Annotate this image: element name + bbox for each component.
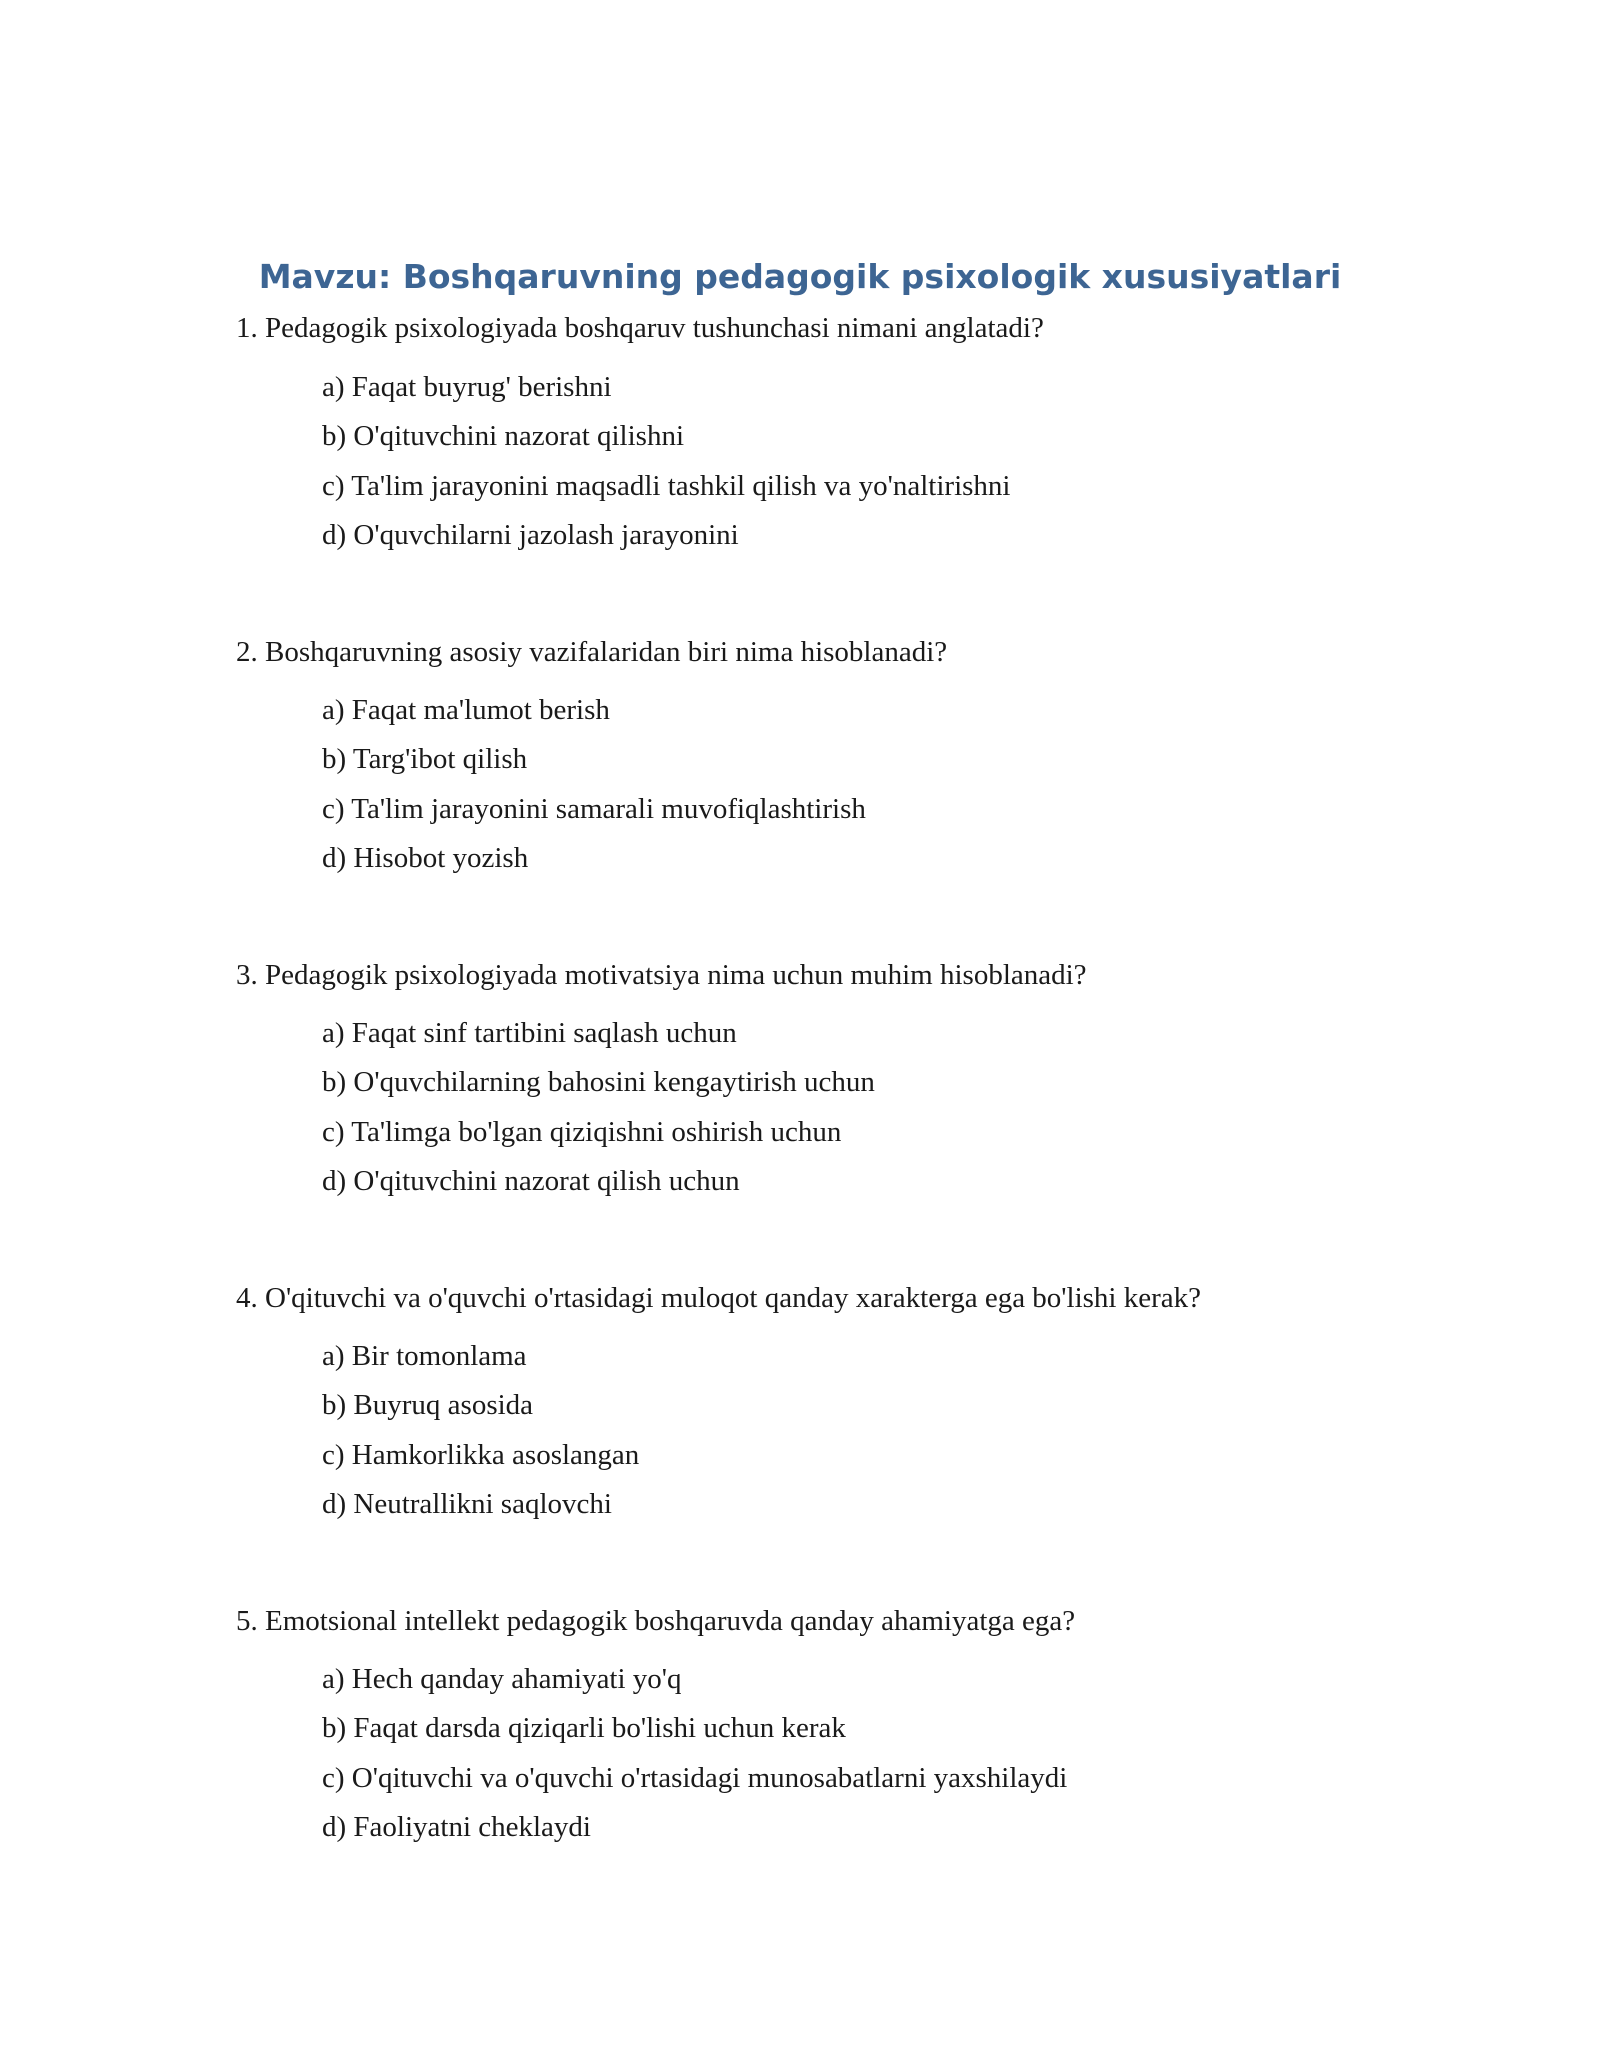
question-1-option-b: b) O'qituvchini nazorat qilishni — [322, 420, 685, 452]
question-2: 2. Boshqaruvning asosiy vazifalaridan biri nima hisoblanadi? — [236, 636, 948, 668]
question-5-option-b: b) Faqat darsda qiziqarli bo'lishi uchun kerak — [322, 1712, 846, 1744]
question-4-option-a: a) Bir tomonlama — [322, 1340, 527, 1372]
question-5-option-c: c) O'qituvchi va o'quvchi o'rtasidagi munosabatlarni yaxshilaydi — [322, 1762, 1068, 1794]
question-1: 1. Pedagogik psixologiyada boshqaruv tushunchasi nimani anglatadi? — [236, 312, 1044, 344]
question-5-option-d: d) Faoliyatni cheklaydi — [322, 1811, 591, 1843]
question-2-option-d: d) Hisobot yozish — [322, 842, 529, 874]
question-3-option-d: d) O'qituvchini nazorat qilish uchun — [322, 1165, 740, 1197]
question-5-option-a: a) Hech qanday ahamiyati yo'q — [322, 1663, 682, 1695]
question-4-option-b: b) Buyruq asosida — [322, 1389, 534, 1421]
question-3-option-c: c) Ta'limga bo'lgan qiziqishni oshirish uchun — [322, 1116, 842, 1148]
question-1-option-c: c) Ta'lim jarayonini maqsadli tashkil qilish va yo'naltirishni — [322, 470, 1011, 502]
question-1-option-d: d) O'quvchilarni jazolash jarayonini — [322, 519, 739, 551]
question-3-option-a: a) Faqat sinf tartibini saqlash uchun — [322, 1017, 737, 1049]
question-4-option-c: c) Hamkorlikka asoslangan — [322, 1439, 640, 1471]
question-4: 4. O'qituvchi va o'quvchi o'rtasidagi muloqot qanday xarakterga ega bo'lishi kerak? — [236, 1282, 1202, 1314]
question-3: 3. Pedagogik psixologiyada motivatsiya nima uchun muhim hisoblanadi? — [236, 959, 1087, 991]
question-3-option-b: b) O'quvchilarning bahosini kengaytirish uchun — [322, 1066, 875, 1098]
question-2-option-c: c) Ta'lim jarayonini samarali muvofiqlashtirish — [322, 793, 866, 825]
question-4-option-d: d) Neutrallikni saqlovchi — [322, 1488, 612, 1520]
question-1-option-a: a) Faqat buyrug' berishni — [322, 371, 612, 403]
page-title: Mavzu: Boshqaruvning pedagogik psixologik xususiyatlari — [258, 257, 1342, 296]
question-2-option-b: b) Targ'ibot qilish — [322, 743, 528, 775]
question-2-option-a: a) Faqat ma'lumot berish — [322, 694, 610, 726]
question-5: 5. Emotsional intellekt pedagogik boshqaruvda qanday ahamiyatga ega? — [236, 1605, 1076, 1637]
